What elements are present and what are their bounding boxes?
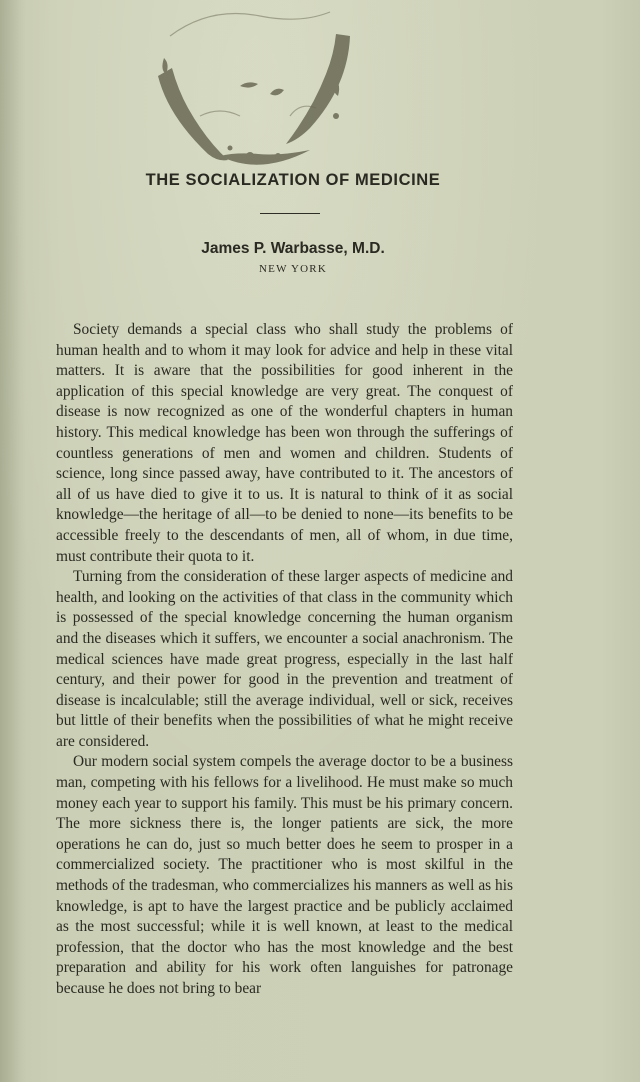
paragraph: Turning from the consideration of these larger aspects of medicine and health, and looking on the activities of that class in the community which is possessed of the special knowledge concerning the human organism and the diseases which it suffers, we encounter a social anachronism. The medical sciences have made great progress, especially in the last half century, and their power for good in the prevention and treatment of disease is incalculable; still the average individual, well or sick, receives but little of their benefits when the possibilities of what he might receive are considered. bbox=[56, 568, 513, 750]
engraved-ornament-icon bbox=[140, 6, 380, 176]
page-edge-shadow bbox=[0, 0, 26, 1082]
article-body bbox=[56, 320, 513, 1000]
paragraph: Society demands a special class who shall study the problems of human health and to whom it may look for advice and help in these vital matters. It is aware that the possibilities for good inherent in the application of this special knowledge are very great. The conquest of disease is now recognized as one of the wonderful chapters in human history. This medical knowledge has been won through the sufferings of countless generations of men and women and children. Students of science, long since passed away, have contributed to it. The ancestors of all of us have died to give it to us. It is natural to think of it as social knowledge—the heritage of all—to be denied to none—its benefits to be accessible freely to the descendants of men, all of whom, in due time, must contribute their quota to it. bbox=[56, 321, 513, 565]
author-location: NEW YORK bbox=[259, 263, 327, 275]
paragraph: Our modern social system compels the average doctor to be a business man, competing with his fellows for a livelihood. He must make so much money each year to support his family. This must be his primary concern. The more sickness there is, the longer patients are sick, the more operations he can do, just so much better does he seem to prosper in a commercialized society. The practitioner who is most skilful in the methods of the tradesman, who commercializes his manners as well as his knowledge, is apt to have the largest practice and be publicly acclaimed as the most successful; while it is well known, at least to the medical profession, that the doctor who has the most knowledge and the best preparation and ability for his work often languishes for patronage because he does not bring to bear bbox=[56, 753, 513, 997]
author-name: James P. Warbasse, M.D. bbox=[201, 240, 385, 257]
title-divider bbox=[260, 213, 320, 214]
document-title: THE SOCIALIZATION OF MEDICINE bbox=[145, 171, 441, 189]
